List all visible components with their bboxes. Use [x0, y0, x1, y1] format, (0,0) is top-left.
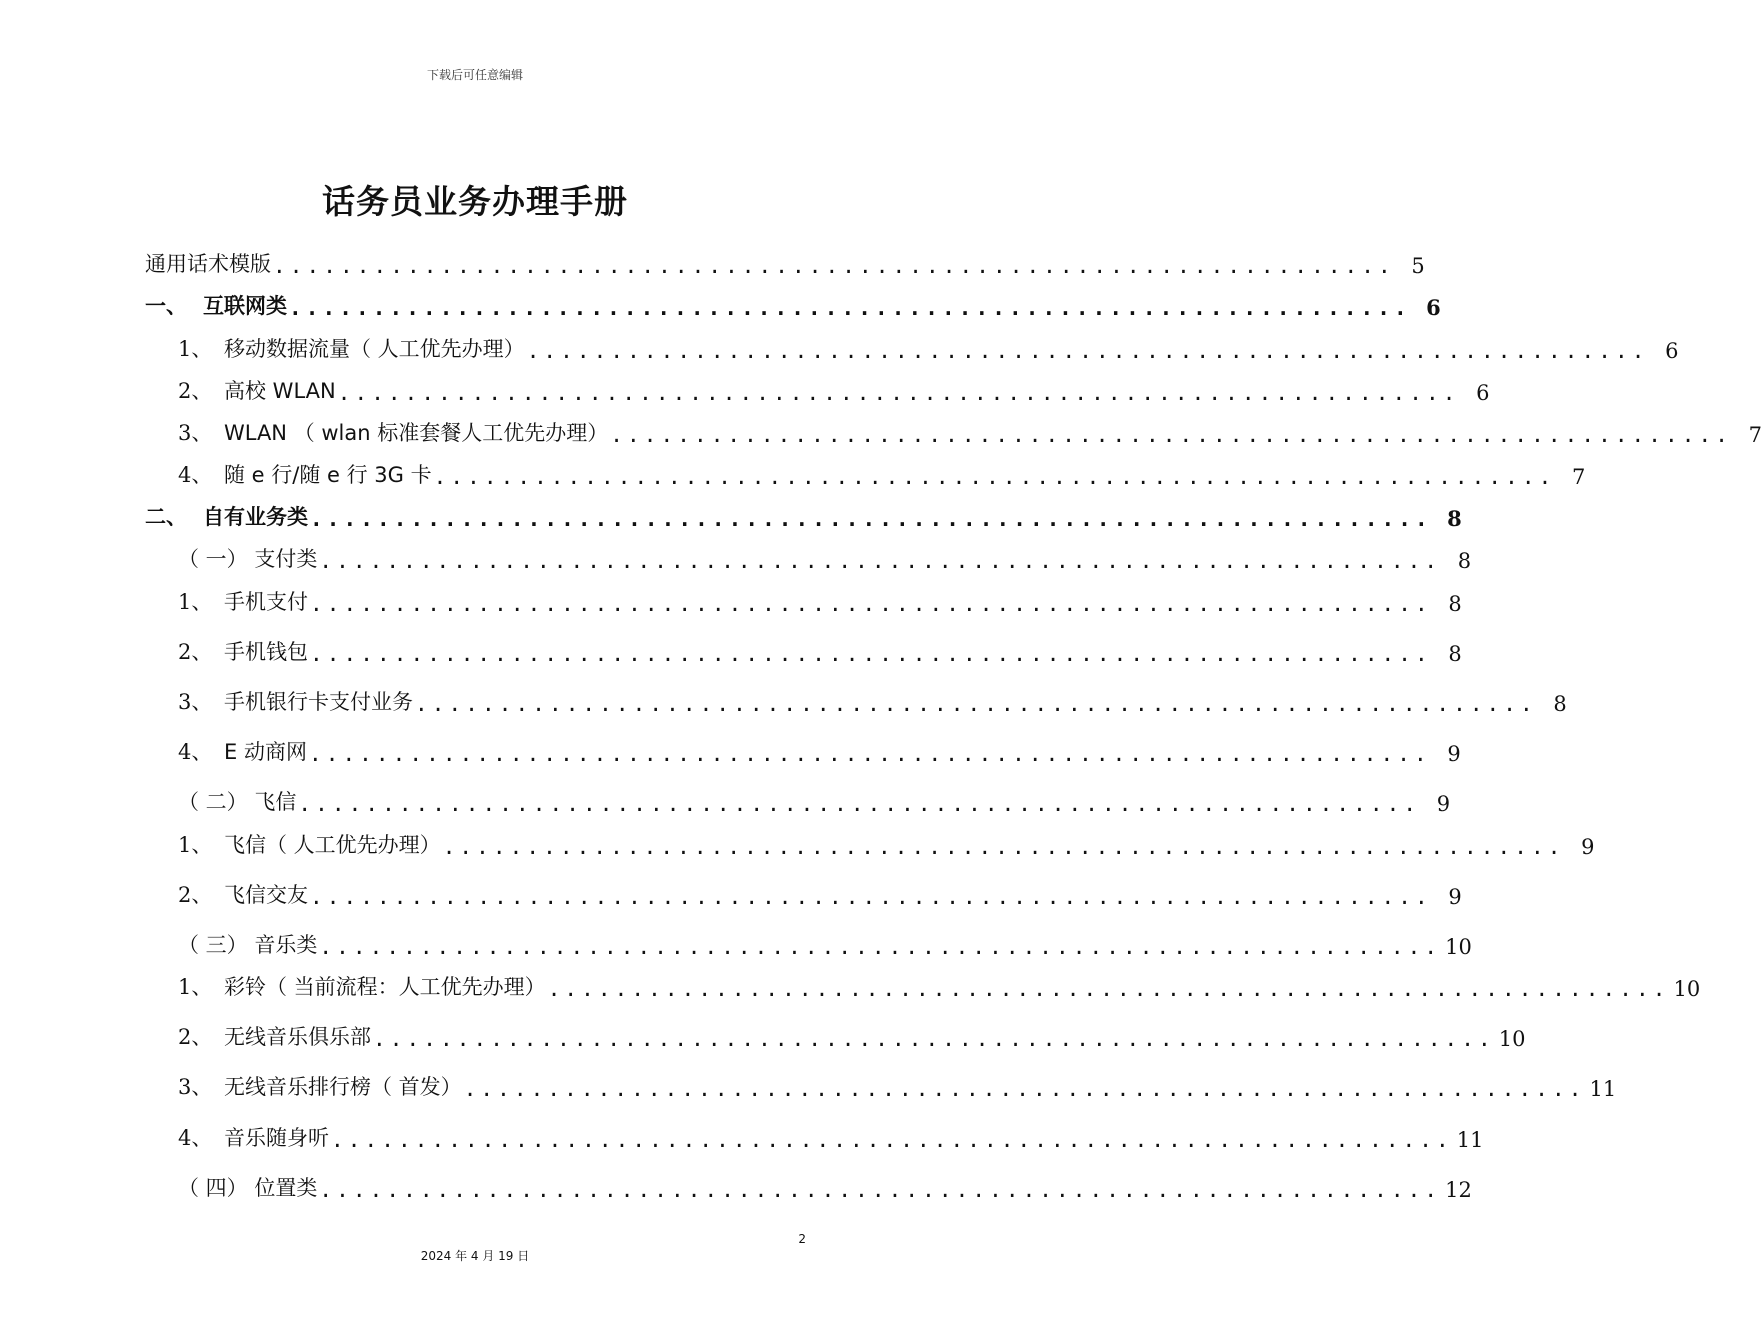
- toc-entry-page: 11: [1456, 1128, 1484, 1152]
- toc-entry-label: 手机支付: [224, 590, 308, 614]
- toc-entry-label: 通用话术模版: [145, 252, 271, 276]
- toc-entry-page: 6: [1426, 295, 1441, 320]
- toc-entry[interactable]: [0, 636, 1462, 666]
- toc-entry-page: 8: [1448, 592, 1462, 616]
- toc-entry-label: 无线音乐俱乐部: [224, 1025, 371, 1049]
- toc-entry-page: 9: [1581, 835, 1595, 859]
- toc-entry-number: 3、: [178, 1075, 213, 1099]
- toc-entry-page: 8: [1447, 506, 1462, 531]
- toc-entry-number: 4、: [178, 740, 213, 764]
- toc-leader-dots: ...................................................................: [310, 885, 1432, 909]
- toc-leader-dots: ...................................................................: [547, 977, 1670, 1001]
- toc-leader-dots: ...................................................................: [319, 549, 1442, 573]
- toc-entry-label: E 动商网: [224, 740, 307, 764]
- toc-entry-number: 2、: [178, 379, 213, 403]
- toc-entry-label: WLAN （ wlan 标准套餐人工优先办理）: [224, 421, 609, 445]
- toc-entry[interactable]: [0, 1172, 1472, 1202]
- toc-entry-label: 无线音乐排行榜（ 首发）: [224, 1075, 462, 1099]
- toc-entry-label: 自有业务类: [203, 505, 308, 529]
- toc-entry[interactable]: [0, 1021, 1526, 1051]
- toc-leader-dots: ...................................................................: [310, 592, 1432, 616]
- toc-leader-dots: ...................................................................: [526, 339, 1649, 363]
- toc-entry-number: 2、: [178, 640, 213, 664]
- toc-leader-dots: ...................................................................: [415, 692, 1537, 716]
- toc-entry-number: 4、: [178, 463, 213, 487]
- toc-entry-number: 3、: [178, 690, 213, 714]
- toc-entry-page: 6: [1665, 339, 1679, 363]
- toc-entry-label: 音乐随身听: [224, 1126, 329, 1150]
- toc-entry-label: 手机钱包: [224, 640, 308, 664]
- toc-entry-page: 10: [1445, 935, 1472, 959]
- toc-leader-dots: ...................................................................: [610, 423, 1733, 447]
- document-title: 话务员业务办理手册: [322, 182, 628, 221]
- page-number: 2: [798, 1232, 806, 1246]
- toc-entry-page: 9: [1448, 885, 1462, 909]
- toc-entry-label: 手机银行卡支付业务: [224, 690, 413, 714]
- toc-entry[interactable]: [0, 971, 1701, 1001]
- toc-entry[interactable]: [0, 501, 1462, 531]
- toc-entry-label: （ 三） 音乐类: [178, 933, 318, 957]
- toc-entry[interactable]: [0, 736, 1461, 766]
- toc-entry-number: 1、: [178, 975, 213, 999]
- toc-leader-dots: ...................................................................: [433, 465, 1556, 489]
- toc-entry-number: 1、: [178, 337, 213, 361]
- toc-entry-page: 9: [1447, 742, 1461, 766]
- toc-entry[interactable]: [0, 929, 1472, 959]
- toc-leader-dots: ...................................................................: [331, 1128, 1453, 1152]
- toc-entry[interactable]: [0, 686, 1567, 716]
- toc-entry-page: 12: [1445, 1178, 1472, 1202]
- toc-entry[interactable]: [0, 417, 1762, 447]
- toc-leader-dots: ...................................................................: [442, 835, 1565, 859]
- toc-entry[interactable]: [0, 290, 1441, 320]
- toc-leader-dots: ...................................................................: [373, 1027, 1495, 1051]
- toc-entry-page: 7: [1748, 423, 1762, 447]
- toc-entry-label: 移动数据流量（ 人工优先办理）: [224, 337, 525, 361]
- toc-entry[interactable]: [0, 459, 1586, 489]
- toc-entry[interactable]: [0, 543, 1472, 573]
- toc-entry-number: 2、: [178, 1025, 213, 1049]
- toc-leader-dots: ...................................................................: [298, 792, 1421, 816]
- toc-entry-label: （ 四） 位置类: [178, 1176, 318, 1200]
- footer-date: 2024 年 4 月 19 日: [420, 1249, 530, 1263]
- toc-entry-label: （ 一） 支付类: [178, 547, 318, 571]
- toc-leader-dots: ...................................................................: [319, 1178, 1442, 1202]
- toc-entry-number: 一、: [145, 294, 187, 318]
- toc-entry[interactable]: [0, 829, 1595, 859]
- toc-entry-number: 3、: [178, 421, 213, 445]
- toc-entry[interactable]: [0, 1122, 1484, 1152]
- toc-entry-page: 6: [1476, 381, 1490, 405]
- toc-entry-label: 彩铃（ 当前流程：人工优先办理）: [224, 975, 546, 999]
- toc-entry-label: 随 e 行/随 e 行 3G 卡: [224, 463, 432, 487]
- toc-leader-dots: ...................................................................: [273, 254, 1395, 278]
- toc-leader-dots: ...................................................................: [308, 742, 1431, 766]
- header-note: 下载后可任意编辑: [426, 68, 523, 82]
- toc-entry[interactable]: [0, 333, 1679, 363]
- toc-entry-label: 飞信交友: [224, 883, 308, 907]
- toc-entry-page: 8: [1457, 549, 1472, 573]
- toc-entry[interactable]: [0, 375, 1490, 405]
- toc-entry-page: 8: [1553, 692, 1567, 716]
- toc-entry-page: 10: [1498, 1027, 1526, 1051]
- toc-leader-dots: ...................................................................: [337, 381, 1460, 405]
- toc-entry-number: 1、: [178, 833, 213, 857]
- toc-leader-dots: ...................................................................: [463, 1077, 1586, 1101]
- toc-leader-dots: ...................................................................: [319, 935, 1442, 959]
- toc-entry-page: 7: [1572, 465, 1586, 489]
- toc-entry-label: 高校 WLAN: [224, 379, 336, 403]
- toc-entry[interactable]: [0, 586, 1462, 616]
- toc-entry[interactable]: [0, 879, 1462, 909]
- toc-entry-page: 5: [1411, 254, 1425, 278]
- toc-entry-number: 4、: [178, 1126, 213, 1150]
- toc-entry-label: （ 二） 飞信: [178, 790, 297, 814]
- toc-leader-dots: ...................................................................: [310, 642, 1432, 666]
- toc-entry-page: 8: [1448, 642, 1462, 666]
- toc-entry-label: 互联网类: [203, 294, 287, 318]
- toc-leader-dots: ...................................................................: [310, 507, 1432, 531]
- toc-entry-page: 9: [1436, 792, 1451, 816]
- toc-entry-page: 11: [1589, 1077, 1617, 1101]
- toc-entry-page: 10: [1673, 977, 1701, 1001]
- toc-entry-number: 2、: [178, 883, 213, 907]
- toc-entry-number: 二、: [145, 505, 187, 529]
- toc-entry-label: 飞信（ 人工优先办理）: [224, 833, 441, 857]
- toc-entry[interactable]: [0, 1071, 1617, 1101]
- toc-entry[interactable]: [0, 786, 1451, 816]
- toc-leader-dots: ...................................................................: [289, 296, 1411, 320]
- toc-entry-number: 1、: [178, 590, 213, 614]
- toc-entry[interactable]: [0, 248, 1425, 278]
